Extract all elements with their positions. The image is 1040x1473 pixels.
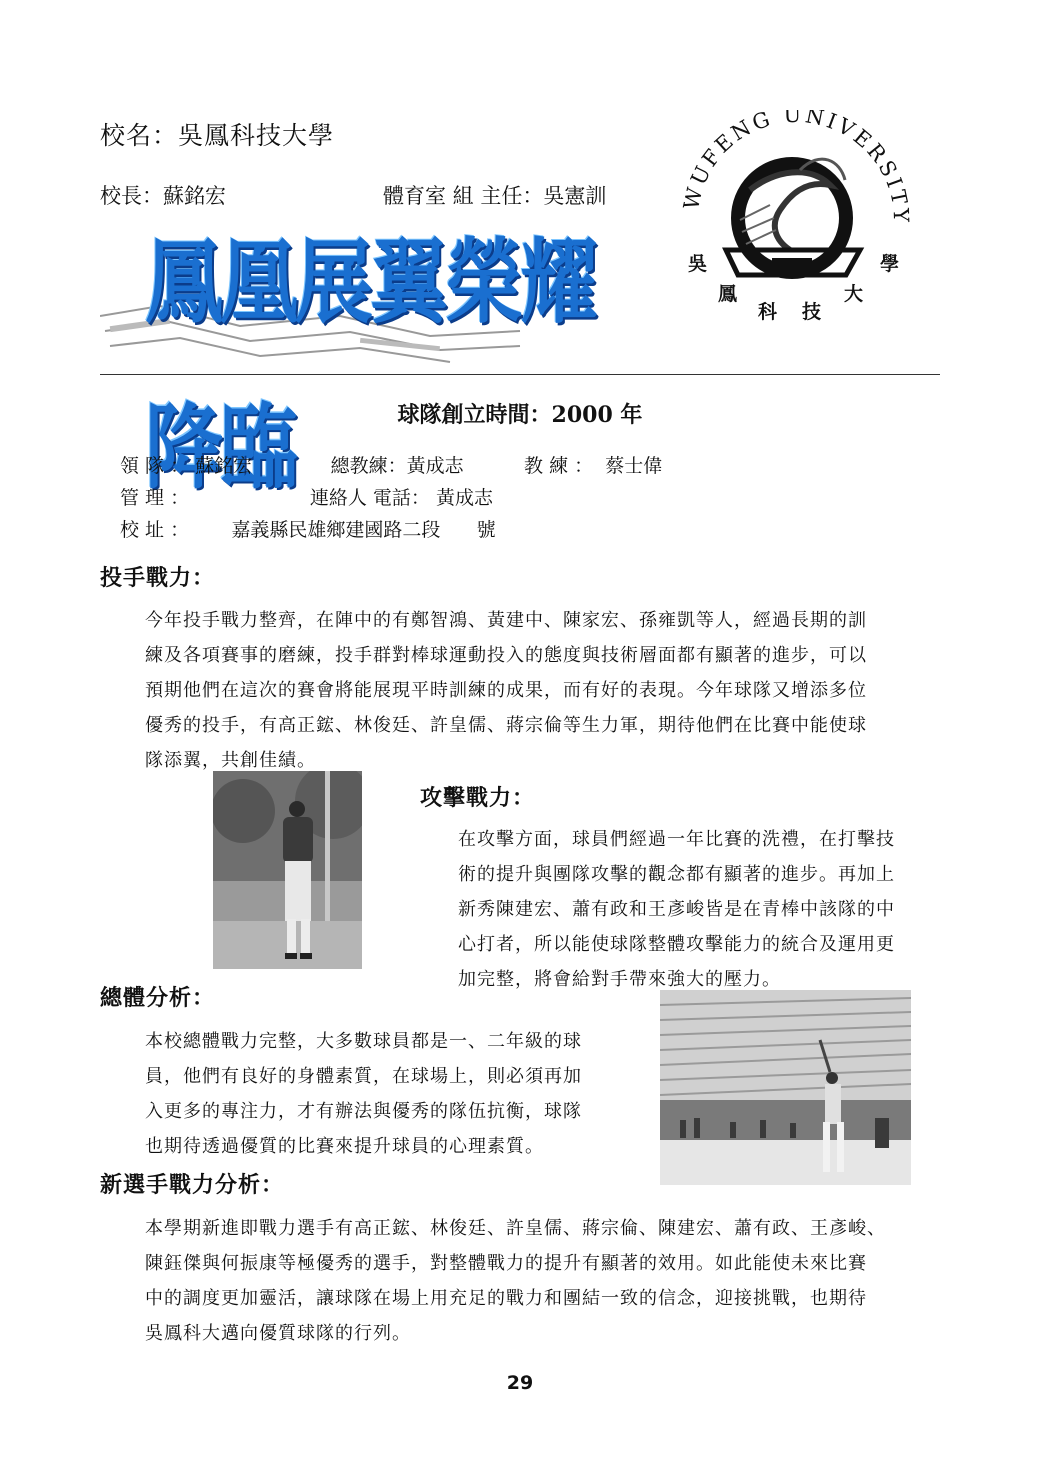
- team-founded: 球隊創立時間：2000 年: [397, 402, 643, 428]
- team-info-line: 校 址 ： 嘉義縣民雄鄉建國路二段 號: [120, 519, 496, 541]
- paragraph-line: 心打者，所以能使球隊整體攻擊能力的統合及運用更: [458, 934, 895, 955]
- pitcher-photo: [213, 771, 362, 969]
- paragraph-line: 練及各項賽事的磨練，投手群對棒球運動投入的態度與技術層面都有顯著的進步，可以: [145, 645, 867, 666]
- paragraph-line: 在攻擊方面，球員們經過一年比賽的洗禮，在打擊技: [458, 829, 895, 850]
- offense-heading: 攻擊戰力：: [420, 785, 536, 811]
- school-name: 校名：吳鳳科技大學: [100, 121, 335, 150]
- paragraph-line: 吳鳳科大邁向優質球隊的行列。: [145, 1323, 411, 1344]
- paragraph-line: 今年投手戰力整齊，在陣中的有鄭智鴻、黃建中、陳家宏、孫雍凱等人，經過長期的訓: [145, 610, 867, 631]
- pitching-heading: 投手戰力：: [100, 565, 216, 591]
- logo-char-2: 鳳: [718, 283, 738, 305]
- paragraph-line: 也期待透過優質的比賽來提升球員的心理素質。: [145, 1136, 544, 1157]
- logo-char-6: 學: [880, 253, 900, 275]
- paragraph-line: 本學期新進即戰力選手有高正鋐、林俊廷、許皇儒、蔣宗倫、陳建宏、蕭有政、王彥峻、: [145, 1218, 886, 1239]
- logo-arc-text: WUFENG UNIVERSIT: [680, 110, 910, 212]
- paragraph-line: 本校總體戰力完整，大多數球員都是一、二年級的球: [145, 1031, 582, 1052]
- overall-paragraph: [145, 1024, 635, 1164]
- team-info-line: 領 隊 ： 蘇銘宏 總教練：黃成志 教 練 ： 蔡士偉: [120, 455, 663, 477]
- paragraph-line: 陳鈺傑與何振康等極優秀的選手，對整體戰力的提升有顯著的效用。如此能使未來比賽: [145, 1253, 867, 1274]
- paragraph-line: 員，他們有良好的身體素質，在球場上，則必須再加: [145, 1066, 582, 1087]
- paragraph-line: 術的提升與團隊攻擊的觀念都有顯著的進步。再加上: [458, 864, 895, 885]
- principal-name: 校長：蘇銘宏: [100, 184, 226, 208]
- newcomers-paragraph: [145, 1211, 955, 1351]
- university-logo: [680, 110, 910, 340]
- banner-title-text: 鳳凰展翼榮耀降臨: [145, 230, 596, 502]
- team-info-line: 管 理 ： 連絡人 電話： 黃成志: [120, 487, 493, 509]
- newcomers-heading: 新選手戰力分析：: [100, 1172, 285, 1198]
- logo-char-3: 科: [758, 301, 778, 323]
- paragraph-line: 中的調度更加靈活，讓球隊在場上用充足的戰力和團結一致的信念，迎接挑戰，也期待: [145, 1288, 867, 1309]
- header-divider: [100, 374, 940, 375]
- paragraph-line: 預期他們在這次的賽會將能展現平時訓練的成果，而有好的表現。今年球隊又增添多位: [145, 680, 867, 701]
- page-number: 29: [506, 1372, 534, 1394]
- batter-photo: [660, 990, 911, 1185]
- logo-char-1: 吳: [688, 253, 708, 275]
- paragraph-line: 新秀陳建宏、蕭有政和王彥峻皆是在青棒中該隊的中: [458, 899, 895, 920]
- paragraph-line: 隊添翼，共創佳績。: [145, 750, 316, 771]
- logo-char-4: 技: [802, 301, 822, 323]
- overall-heading: 總體分析：: [100, 985, 216, 1011]
- pitching-paragraph: [145, 603, 945, 778]
- offense-paragraph: [458, 822, 948, 997]
- logo-char-5: 大: [844, 283, 864, 305]
- paragraph-line: 優秀的投手，有高正鋐、林俊廷、許皇儒、蔣宗倫等生力軍，期待他們在比賽中能使球: [145, 715, 867, 736]
- paragraph-line: 入更多的專注力，才有辦法與優秀的隊伍抗衡，球隊: [145, 1101, 582, 1122]
- sports-office-director: 體育室 組 主任：吳憲訓: [383, 184, 607, 208]
- paragraph-line: 加完整，將會給對手帶來強大的壓力。: [458, 969, 781, 990]
